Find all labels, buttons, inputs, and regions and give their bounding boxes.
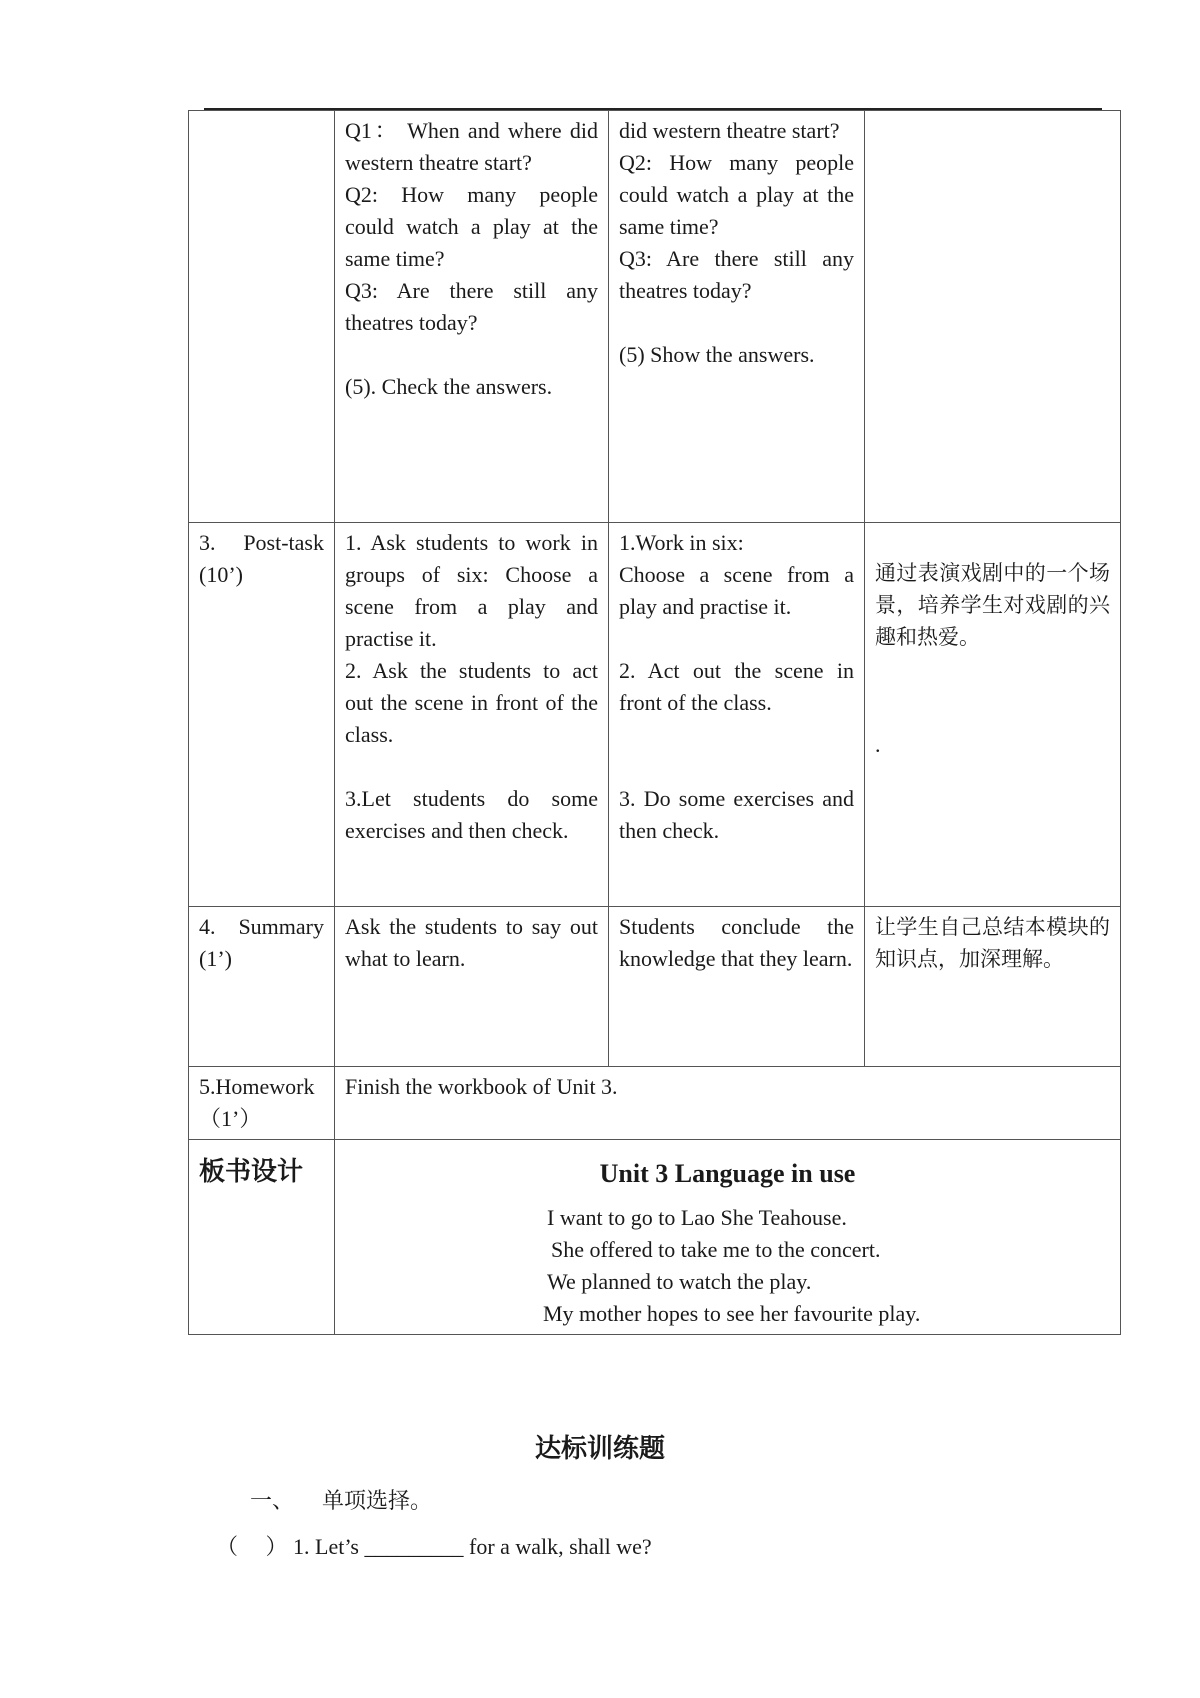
teacher-item-2: 2. Ask the students to act out the scene in front of the class. (345, 658, 598, 747)
table-row (189, 1067, 1121, 1140)
homework-cell (335, 1067, 1121, 1140)
teacher-activity-cell (335, 111, 609, 523)
board-label: 板书设计 (199, 1157, 304, 1187)
section-number: 一、 (250, 1489, 295, 1514)
step-cell (189, 523, 335, 907)
student-q1-cont: did western theatre start? (619, 118, 840, 143)
teacher-check-answers: (5). Check the answers. (345, 374, 553, 399)
teacher-q2: Q2: How many people could watch a play at the same time? (345, 182, 598, 271)
table-row (189, 523, 1121, 907)
board-label-cell (189, 1140, 335, 1335)
section-label: 单项选择。 (322, 1489, 433, 1514)
step-cell (189, 111, 335, 523)
table-row (189, 907, 1121, 1067)
board-title: Unit 3 Language in use (599, 1159, 856, 1188)
student-item-2: 2. Act out the scene in front of the class. (619, 658, 854, 715)
student-activity-cell (609, 523, 865, 907)
student-activity-cell (609, 111, 865, 523)
step-post-task: 3. Post-task (10’) (199, 530, 324, 587)
step-cell (189, 907, 335, 1067)
purpose-cell (865, 111, 1121, 523)
purpose-text: 通过表演戏剧中的一个场景，培养学生对戏剧的兴趣和热爱。 (875, 561, 1110, 649)
student-q3: Q3: Are there still any theatres today? (619, 246, 854, 303)
purpose-cell (865, 523, 1121, 907)
homework-content: Finish the workbook of Unit 3. (345, 1074, 618, 1099)
teacher-q1: Q1： When and where did western theatre start? (345, 118, 598, 175)
board-lines (345, 1202, 1110, 1330)
step-cell (189, 1067, 335, 1140)
board-line: My mother hopes to see her favourite play. (543, 1301, 921, 1326)
exercise-title: 达标训练题 (534, 1434, 665, 1464)
purpose-cell (865, 907, 1121, 1067)
teacher-summary: Ask the students to say out what to learn. (345, 914, 598, 971)
student-item-3: 3. Do some exercises and then check. (619, 786, 854, 843)
teacher-item-1: 1. Ask students to work in groups of six: Choose a scene from a play and practise it. (345, 530, 598, 651)
board-content-cell (335, 1140, 1121, 1335)
student-item-1: Choose a scene from a play and practise it. (619, 562, 854, 619)
step-homework: 5.Homework （1’） (199, 1074, 315, 1131)
student-activity-cell (609, 907, 865, 1067)
student-q2: Q2: How many people could watch a play at the same time? (619, 150, 854, 239)
teacher-activity-cell (335, 523, 609, 907)
step-summary: 4. Summary (1’) (199, 914, 324, 971)
student-item-1-title: 1.Work in six: (619, 530, 744, 555)
board-line: I want to go to Lao She Teahouse. (547, 1205, 847, 1230)
student-summary: Students conclude the knowledge that they learn. (619, 914, 854, 971)
purpose-dot: . (875, 732, 881, 757)
table-row (189, 111, 1121, 523)
section-heading (250, 1484, 432, 1515)
board-line: We planned to watch the play. (547, 1269, 812, 1294)
teacher-q3: Q3: Are there still any theatres today? (345, 278, 598, 335)
student-show-answers: (5) Show the answers. (619, 342, 815, 367)
teacher-item-3: 3.Let students do some exercises and then check. (345, 786, 598, 843)
teacher-activity-cell (335, 907, 609, 1067)
question-1: （ ） 1. Let’s _________ for a walk, shall we? (216, 1534, 652, 1559)
board-line: She offered to take me to the concert. (551, 1237, 881, 1262)
table-row (189, 1140, 1121, 1335)
lesson-plan-table (188, 110, 1121, 1335)
purpose-summary: 让学生自己总结本模块的知识点，加深理解。 (875, 915, 1110, 971)
